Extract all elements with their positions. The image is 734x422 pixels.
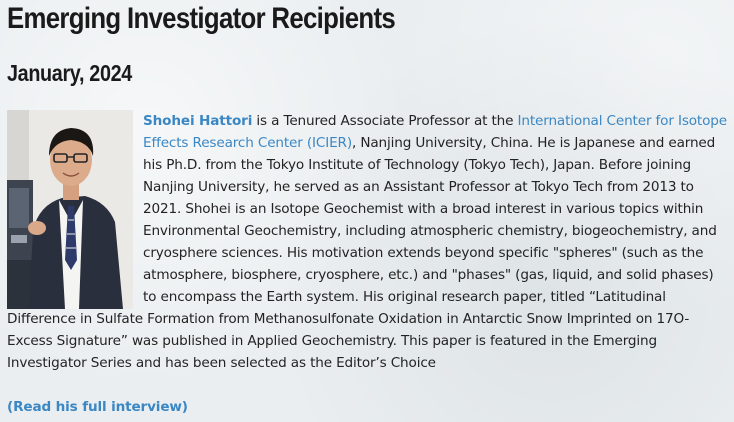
bio-text-intro: is a Tenured Associate Professor at the	[252, 113, 518, 129]
page-title: Emerging Investigator Recipients	[7, 2, 396, 35]
read-interview-link[interactable]: (Read his full interview)	[7, 399, 188, 415]
icier-link[interactable]: International Center for Isotope Effects Research Center (ICIER)	[143, 113, 727, 151]
date-heading: January, 2024	[7, 60, 132, 86]
bio-paragraph	[7, 110, 729, 374]
recipient-name-link[interactable]: Shohei Hattori	[143, 113, 253, 129]
photo-spacer	[7, 110, 143, 308]
bio-text-body: , Nanjing University, China. He is Japanese and earned his Ph.D. from the Tokyo Institute of Technology (Tokyo Tech), Japan. Before joining Nanjing University, he served as an Assistant Professor at Tokyo Tech from 2013 to 2021. Shohei is an Isotope Geochemist with a broad interest in various topics within Environmental Geochemistry, including atmospheric chemistry, biogeochemistry, and cryosphere sciences. His motivation extends beyond specific "spheres" (such as the atmosphere, biosphere, cryosphere, etc.) and "phases" (gas, liquid, and solid phases) to encompass the Earth system. His original research paper, titled “Latitudinal Difference in Sulfate Formation from Methanosulfonate Oxidation in Antarctic Snow Imprinted on 17O-Excess Signature” was published in Applied Geochemistry. This paper is featured in the Emerging Investigator Series and has been selected as the Editor’s Choice	[7, 135, 717, 371]
